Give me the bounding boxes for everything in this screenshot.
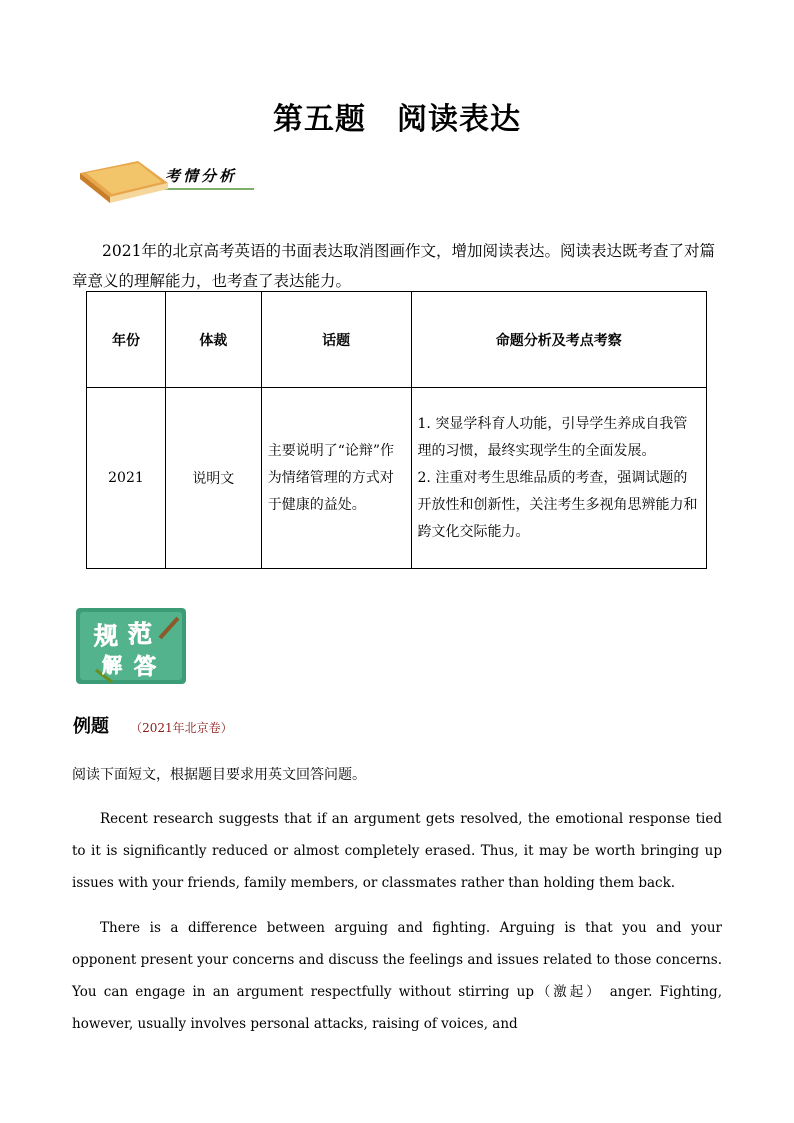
analysis-table [86, 291, 707, 569]
table-row [87, 388, 707, 569]
analysis-point-1: 1. 突显学科育人功能，引导学生养成自我管理的习惯，最终实现学生的全面发展。 [417, 415, 688, 459]
header-year: 年份 [87, 292, 166, 388]
cell-topic: 主要说明了“论辩”作为情绪管理的方式对于健康的益处。 [261, 388, 411, 569]
badge-char-4: 答 [134, 654, 157, 680]
header-genre: 体裁 [165, 292, 261, 388]
example-source: （2021年北京卷） [130, 721, 233, 735]
cell-year: 2021 [87, 388, 166, 569]
intro-paragraph: 2021年的北京高考英语的书面表达取消图画作文，增加阅读表达。阅读表达既考查了对篇章意义的理解能力，也考查了表达能力。 [72, 242, 715, 290]
instruction-text: 阅读下面短文，根据题目要求用英文回答问题。 [72, 767, 366, 783]
example-title: 例题 [73, 716, 109, 737]
passage-paragraph-2: There is a difference between arguing and fighting. Arguing is that you and your opponent present your concerns and discuss the feelings and issues related to those concerns. You can engage in an argument respectfully without stirring up（激起） anger. Fighting, however, usually involves personal attacks, raising of voices, and [72, 920, 722, 1032]
page-title: 第五题 阅读表达 [273, 102, 521, 137]
cell-analysis [411, 388, 706, 569]
badge-char-1: 规 [94, 621, 118, 650]
badge-char-3: 解 [102, 653, 122, 677]
header-topic: 话题 [261, 292, 411, 388]
passage-paragraph-1: Recent research suggests that if an argument gets resolved, the emotional response tied to it is significantly reduced or almost completely erased. Thus, it may be worth bringing up issues with your friends, family members, or classmates rather than holding them back. [72, 811, 722, 891]
example-heading [73, 712, 233, 738]
standard-answer-badge-icon [76, 608, 186, 684]
section-heading: 考情分析 [165, 167, 238, 185]
header-analysis: 命题分析及考点考察 [411, 292, 706, 388]
cell-genre: 说明文 [165, 388, 261, 569]
analysis-point-2: 2. 注重对考生思维品质的考查，强调试题的开放性和创新性，关注考生多视角思辨能力和跨文化交际能力。 [417, 469, 698, 540]
table-header-row [87, 292, 707, 388]
badge-char-2: 范 [128, 619, 152, 648]
